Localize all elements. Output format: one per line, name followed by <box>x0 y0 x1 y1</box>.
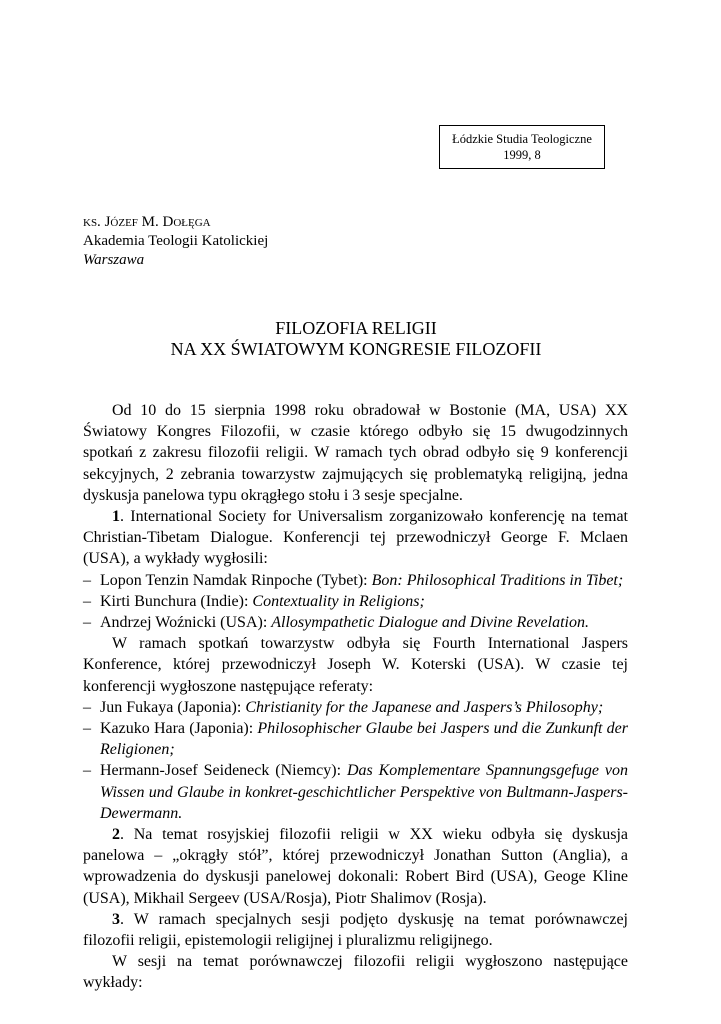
list-item <box>83 570 628 591</box>
list-speaker: Andrzej Woźnicki (USA): <box>100 614 272 632</box>
list-speaker: Hermann-Josef Seideneck (Niemcy): <box>100 762 347 780</box>
title-line-2: NA XX ŚWIATOWYM KONGRESIE FILOZOFII <box>170 339 542 359</box>
list-speaker: Lopon Tenzin Namdak Rinpoche (Tybet): <box>100 571 372 589</box>
article-body <box>83 400 628 994</box>
section-1-number: 1 <box>112 508 120 526</box>
list-dash: – <box>83 614 91 632</box>
jaspers-paragraph: W ramach spotkań towarzystw odbyła się Fourth International Jaspers Konference, której przewodniczył Joseph W. Koterski (USA). W czasie tej konferencji wygłoszone następujące referaty: <box>83 635 628 695</box>
list-dash: – <box>83 720 91 738</box>
list-work-title: Bon: Philosophical Traditions in Tibet; <box>371 571 624 589</box>
author-line <box>83 213 268 232</box>
journal-citation-box <box>439 125 605 169</box>
section-2-text: . Na temat rosyjskiej filozofii religii w XX wieku odbyła się dyskusja panelowa – „okrągły stół”, której przewodniczył Jonathan Sutton (Anglia), a wprowadzenia do dyskusji panelowej dokonali: Robert Bird (USA), Geoge Kline (USA), Mikhail Sergeev (USA/Rosja), Piotr Shalimov (Rosja). <box>83 826 628 907</box>
list-item <box>83 591 628 612</box>
section-3-number: 3 <box>112 910 120 928</box>
list-speaker: Kirti Bunchura (Indie): <box>100 592 253 610</box>
section-3-paragraph <box>83 909 628 951</box>
list-work-title: Das Komplementare Spannungsgefuge von Wissen und Glaube in konkret-geschichtlicher Perspektive von Bultmann-Jaspers-Dewermann. <box>100 762 628 822</box>
list-item <box>83 612 628 633</box>
author-affiliation: Akademia Teologii Katolickiej <box>83 233 269 249</box>
list-dash: – <box>83 698 91 716</box>
section-2-paragraph <box>83 824 628 909</box>
list-work-title: Philosophischer Glaube bei Jaspers und die Zunkunft der Religionen; <box>100 720 628 759</box>
journal-issue: 1999, 8 <box>503 148 541 162</box>
list-work-title: Christianity for the Japanese and Jaspers’s Philosophy; <box>245 698 604 716</box>
list-dash: – <box>83 592 91 610</box>
author-city: Warszawa <box>83 252 145 268</box>
list-dash: – <box>83 571 91 589</box>
author-prefix: ks. <box>83 214 101 230</box>
list-item <box>83 718 628 760</box>
list-item <box>83 697 628 718</box>
author-block <box>83 213 268 270</box>
section-3-text: . W ramach specjalnych sesji podjęto dyskusję na temat porównawczej filozofii religii, epistemologii religijnej i pluralizmu religijnego. <box>83 910 628 950</box>
list-dash: – <box>83 762 91 780</box>
section-1-text: . International Society for Universalism zorganizowało konferencję na temat Christian-Tibetam Dialogue. Konferencji tej przewodniczył George F. Mclaen (USA), a wykłady wygłosili: <box>83 508 628 568</box>
journal-name: Łódzkie Studia Teologiczne <box>452 132 592 146</box>
list-item <box>83 760 628 824</box>
list-work-title: Contextuality in Religions; <box>252 592 425 610</box>
closing-paragraph: W sesji na temat porównawczej filozofii religii wygłoszono następujące wykłady: <box>83 953 628 992</box>
list-work-title: Allosympathetic Dialogue and Divine Revelation. <box>271 614 589 632</box>
section-1-paragraph <box>83 506 628 570</box>
list-speaker: Jun Fukaya (Japonia): <box>100 698 246 716</box>
title-line-1: FILOZOFIA RELIGII <box>275 318 437 338</box>
author-name: Józef M. Dołęga <box>104 214 211 230</box>
list-speaker: Kazuko Hara (Japonia): <box>100 720 258 738</box>
article-title <box>83 318 629 360</box>
intro-paragraph: Od 10 do 15 sierpnia 1998 roku obradował w Bostonie (MA, USA) XX Światowy Kongres Filozofii, w czasie którego odbyło się 15 dwugodzinnych spotkań z zakresu filozofii religii. W ramach tych obrad odbyło się 9 konferencji sekcyjnych, 2 zebrania towarzystw zajmujących się problematyką religijną, jedna dyskusja panelowa typu okrągłego stołu i 3 sesje specjalne. <box>83 402 628 504</box>
section-2-number: 2 <box>112 826 120 844</box>
